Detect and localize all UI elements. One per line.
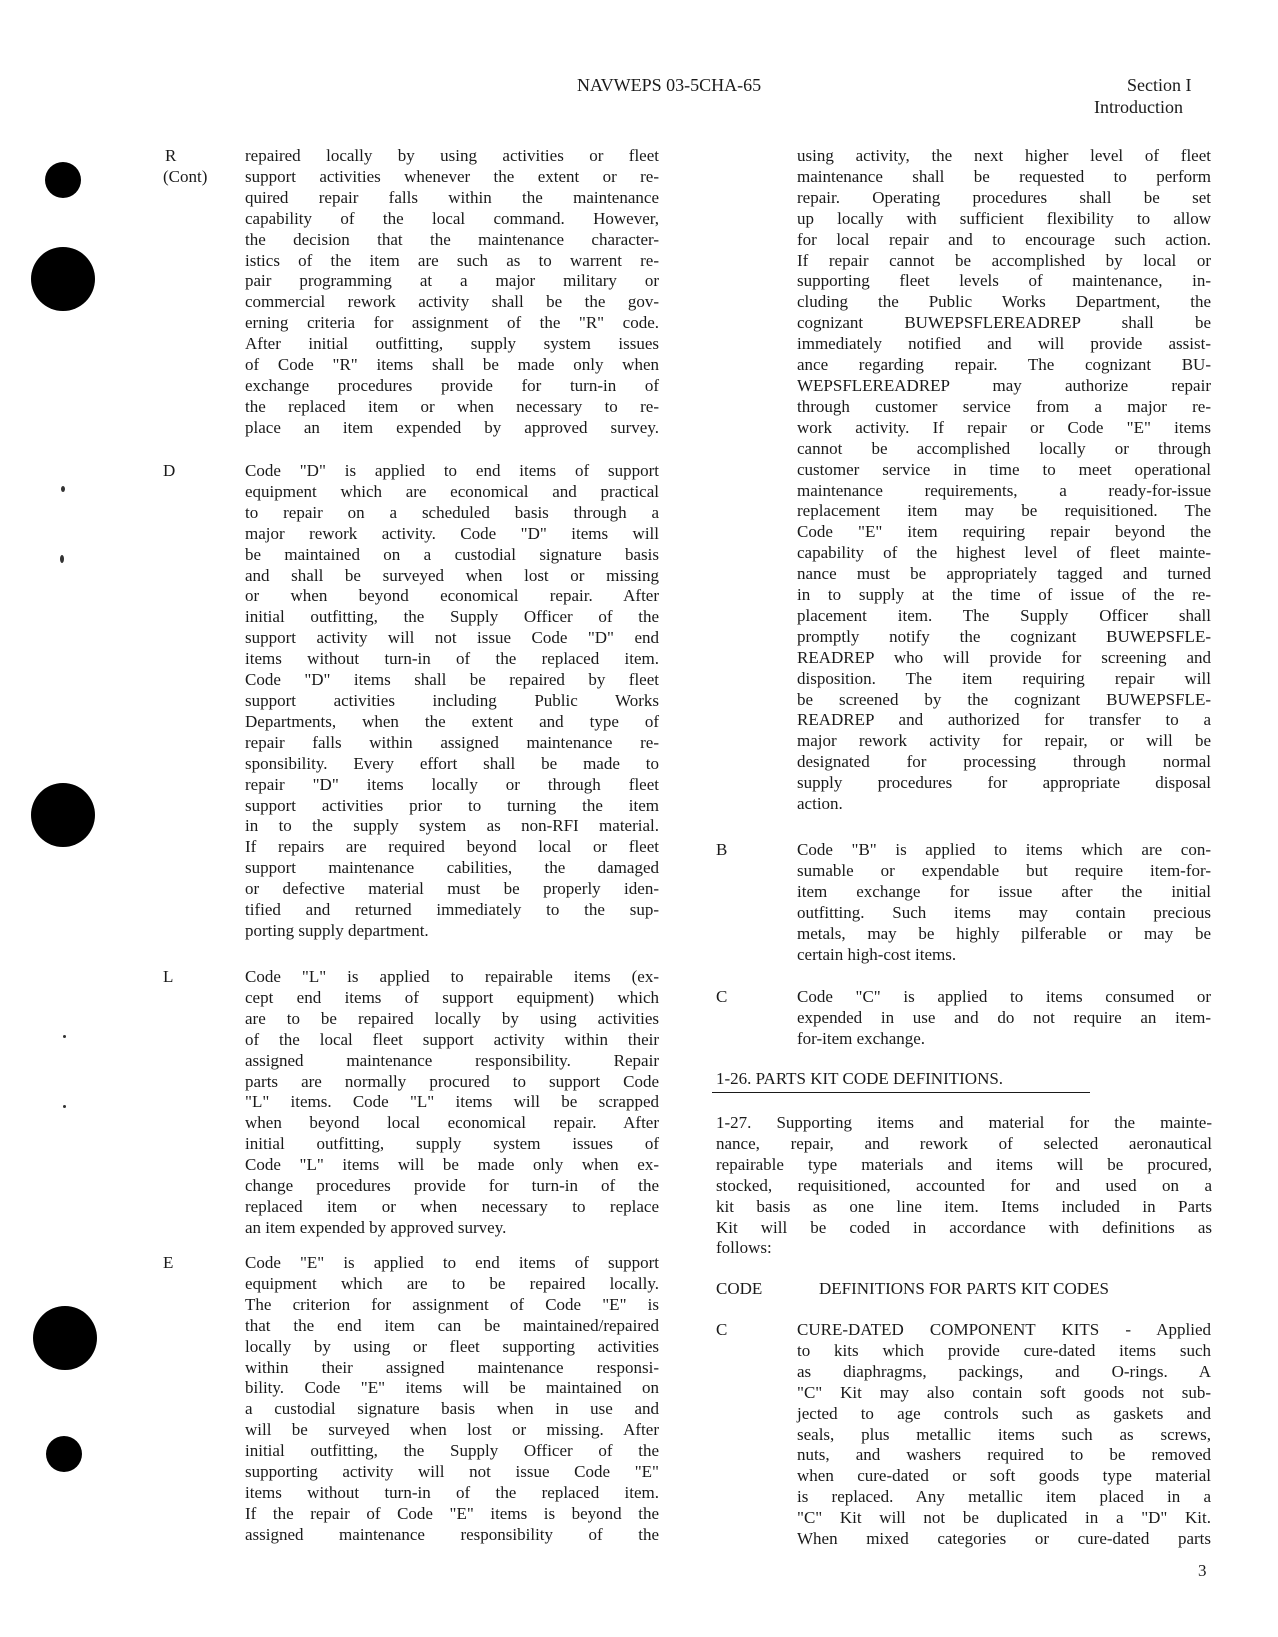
table-header-definitions: DEFINITIONS FOR PARTS KIT CODES [819,1279,1109,1298]
section-title: Introduction [1094,97,1183,117]
table-header-code: CODE [716,1279,763,1298]
heading-underline [712,1092,1090,1093]
binder-hole [46,1436,82,1472]
code-label-e: E [163,1253,174,1272]
paragraph-1-27: 1-27. Supporting items and material for the mainte- nance, repair, and rework of selected aeronautical repairable type materials and items will be procured, stocked, requisitioned, accounted for and used on a kit basis as one line item. Items included in Parts Kit will be coded in accordance with definitions as follows: [716,1113,1212,1258]
code-e-continuation: using activity, the next higher level of fleet maintenance shall be requested to perform repair. Operating procedures shall be set up locally with sufficient flexibility to allow for local repair and to encourage such action. If repair cannot be accomplished by local or supporting fleet levels of maintenance, in- cluding the Public Works Department, the cognizant BUWEPSFLEREADREP shall be immediately notified and will provide assist- ance regarding repair. The cognizant BU- WEPSFLEREADREP may authorize repair through customer service from a major re- work activity. If repair or Code "E" items cannot be accomplished locally or through customer service in time to meet operational maintenance requirements, a ready-for-issue replacement item may be requisitioned. The Code "E" item requiring repair beyond the capability of the highest level of fleet mainte- nance must be appropriately tagged and turned in to supply at the time of issue of the re- placement item. The Supply Officer shall promptly notify the cognizant BUWEPSFLE- READREP who will provide for screening and disposition. The item requiring repair will be screened by the cognizant BUWEPSFLE- READREP and authorized for transfer to a major rework activity for repair, or will be designated for processing through normal supply procedures for appropriate disposal action. [797,146,1211,814]
code-c-paragraph: Code "C" is applied to items consumed or expended in use and do not require an item- for-item exchange. [797,987,1211,1048]
scan-speck [60,555,64,563]
section-heading-1-26: 1-26. PARTS KIT CODE DEFINITIONS. [716,1069,1004,1088]
scan-speck [63,1035,66,1038]
binder-hole [31,783,95,847]
code-label-r: R [165,146,177,165]
code-label-r-cont: (Cont) [163,167,208,186]
code-label-b: B [716,840,728,859]
binder-hole [45,162,81,198]
binder-hole [33,1306,97,1370]
section-label: Section I [1127,75,1192,95]
page-number: 3 [1198,1561,1207,1580]
code-label-c: C [716,987,728,1006]
code-b-paragraph: Code "B" is applied to items which are con- sumable or expendable but require item-for- item exchange for issue after the initial outfitting. Such items may contain precious metals, may be highly pilferable or may be certain high-cost items. [797,840,1211,964]
kit-c-definition: CURE-DATED COMPONENT KITS - Applied to kits which provide cure-dated items such as diaphragms, packings, and O-rings. A "C" Kit may also contain soft goods not sub- jected to age controls such as gaskets and seals, plus metallic items such as screws, nuts, and washers required to be removed when cure-dated or soft goods type material is replaced. Any metallic item placed in a "C" Kit will not be duplicated in a "D" Kit. When mixed categories or cure-dated parts [797,1320,1211,1549]
kit-code-label-c: C [716,1320,728,1339]
code-label-d: D [163,461,176,480]
document-number: NAVWEPS 03-5CHA-65 [577,75,762,95]
scan-speck [61,486,65,492]
code-d-paragraph: Code "D" is applied to end items of support equipment which are economical and practical to repair on a scheduled basis through a major rework activity. Code "D" items will be maintained on a custodial signature basis and shall be surveyed when lost or missing or when beyond economical repair. After initial outfitting, the Supply Officer of the support activity will not issue Code "D" end items without turn-in of the replaced item. Code "D" items shall be repaired by fleet support activities including Public Works Departments, when the extent and type of repair falls within assigned maintenance re- sponsibility. Every effort shall be made to repair "D" items locally or through fleet support activities prior to turning the item in to the supply system as non-RFI material. If repairs are required beyond local or fleet support maintenance cabilities, the damaged or defective material must be properly iden- tified and returned immediately to the sup- porting supply department. [245,461,659,940]
code-l-paragraph: Code "L" is applied to repairable items (ex- cept end items of support equipment) which are to be repaired locally by using activities of the local fleet support activity within their assigned maintenance responsibility. Repair parts are normally procured to support Code "L" items. Code "L" items will be scrapped when beyond local economical repair. After initial outfitting, supply system issues of Code "L" items will be made only when ex- change procedures provide for turn-in of the replaced item or when necessary to replace an item expended by approved survey. [245,967,659,1237]
code-label-l: L [163,967,174,986]
code-r-paragraph: repaired locally by using activities or fleet support activities whenever the extent or re- quired repair falls within the maintenance capability of the local command. However, the decision that the maintenance character- istics of the item are such as to warrent re- pair programming at a major military or commercial rework activity shall be the gov- erning criteria for assignment of the "R" code. After initial outfitting, supply system issues of Code "R" items shall be made only when exchange procedures provide for turn-in of the replaced item or when necessary to re- place an item expended by approved survey. [245,146,659,437]
code-e-paragraph: Code "E" is applied to end items of support equipment which are to be repaired locally. The criterion for assignment of Code "E" is that the end item can be maintained/repaired locally by using or fleet supporting activities within their assigned maintenance responsi- bility. Code "E" items will be maintained on a custodial signature basis when in use and will be surveyed when lost or missing. After initial outfitting, the Supply Officer of the supporting activity will not issue Code "E" items without turn-in of the replaced item. If the repair of Code "E" items is beyond the assigned maintenance responsibility of the [245,1253,659,1544]
scan-speck [63,1105,66,1108]
binder-hole [31,247,95,311]
